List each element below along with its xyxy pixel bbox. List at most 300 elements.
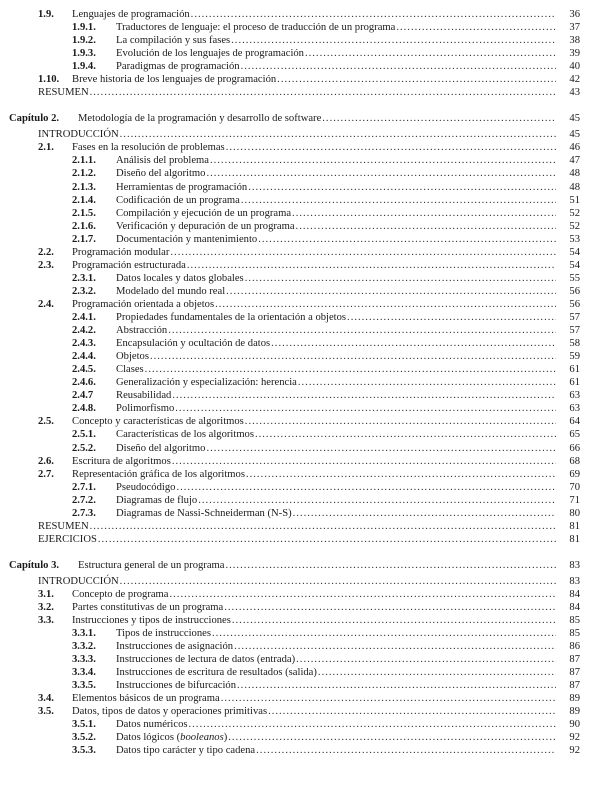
- toc-entry: [116, 718, 580, 731]
- toc-page-number: 90: [569, 719, 580, 730]
- toc-section-number: 2.3.2.: [72, 286, 96, 297]
- toc-entry-title-italic: booleanos: [180, 732, 224, 743]
- toc-leader-dots: [268, 705, 556, 718]
- toc-leader-dots: [98, 533, 556, 546]
- toc-section-number: 3.3.3.: [72, 654, 96, 665]
- toc-entry-title: Polimorfismo: [116, 403, 175, 414]
- toc-leader-dots: [271, 337, 556, 350]
- toc-entry-title: Metodología de la programación y desarrollo de software: [78, 113, 322, 124]
- toc-entry: [116, 324, 580, 337]
- toc-entry: [116, 679, 580, 692]
- toc-row: [0, 181, 600, 194]
- toc-leader-dots: [189, 718, 557, 731]
- toc-row: [0, 520, 600, 533]
- toc-leader-dots: [305, 47, 556, 60]
- toc-leader-dots: [226, 285, 556, 298]
- toc-row: [0, 692, 600, 705]
- toc-entry: [116, 47, 580, 60]
- toc-section-number: 2.1.2.: [72, 168, 96, 179]
- toc-leader-dots: [232, 614, 556, 627]
- toc-row: [0, 8, 600, 21]
- toc-section-number: 3.5.2.: [72, 732, 96, 743]
- toc-section-number: 2.4.2.: [72, 325, 96, 336]
- toc-leader-dots: [255, 428, 556, 441]
- toc-row: [0, 627, 600, 640]
- toc-section-number: 1.9.1.: [72, 22, 96, 33]
- toc-section-number: 3.4.: [38, 693, 54, 704]
- toc-entry-title: Datos lógicos (booleanos): [116, 732, 228, 743]
- toc-section-number: 2.3.: [38, 260, 54, 271]
- toc-row: [0, 588, 600, 601]
- toc-row: [0, 128, 600, 141]
- toc-entry-title: Codificación de un programa: [116, 195, 240, 206]
- toc-leader-dots: [120, 575, 556, 588]
- toc-page-number: 64: [569, 416, 580, 427]
- toc-row: [0, 233, 600, 246]
- toc-entry: [116, 507, 580, 520]
- toc-entry-title: Representación gráfica de los algoritmos: [72, 469, 245, 480]
- toc-page-number: 37: [569, 22, 580, 33]
- toc-entry: [72, 141, 580, 154]
- toc-leader-dots: [293, 507, 556, 520]
- toc-leader-dots: [318, 666, 556, 679]
- toc-page-number: 87: [569, 680, 580, 691]
- toc-entry: [116, 233, 580, 246]
- toc-row: [0, 468, 600, 481]
- toc-entry-title: Evolución de los lenguajes de programación: [116, 48, 304, 59]
- toc-entry: [116, 666, 580, 679]
- toc-leader-dots: [396, 21, 556, 34]
- toc-entry-title: Instrucciones de lectura de datos (entrada): [116, 654, 296, 665]
- toc-row: [0, 389, 600, 402]
- toc-entry-title: Traductores de lenguaje: el proceso de traducción de un programa: [116, 22, 396, 33]
- toc-section-number: 3.2.: [38, 602, 54, 613]
- toc-row: [0, 507, 600, 520]
- toc-row: [0, 402, 600, 415]
- toc-page-number: 65: [569, 429, 580, 440]
- toc-entry: [116, 285, 580, 298]
- toc-entry-title: Datos, tipos de datos y operaciones primitivas: [72, 706, 268, 717]
- toc-page-number: 40: [569, 61, 580, 72]
- toc-leader-dots: [210, 154, 556, 167]
- toc-chapter-number: Capítulo 2.: [9, 113, 60, 124]
- toc-leader-dots: [225, 559, 556, 572]
- toc-entry: [72, 692, 580, 705]
- toc-section-number: 2.3.1.: [72, 273, 96, 284]
- toc-page-number: 84: [569, 602, 580, 613]
- toc-page-number: 52: [569, 221, 580, 232]
- toc-page-number: 57: [569, 312, 580, 323]
- toc-page-number: 89: [569, 693, 580, 704]
- toc-entry: [38, 86, 580, 99]
- toc-entry-title: La compilación y sus fases: [116, 35, 231, 46]
- toc-leader-dots: [172, 389, 556, 402]
- toc-page-number: 81: [569, 521, 580, 532]
- toc-page-number: 84: [569, 589, 580, 600]
- toc-row: [0, 718, 600, 731]
- toc-leader-dots: [175, 402, 556, 415]
- toc-entry: [116, 627, 580, 640]
- toc-entry: [116, 194, 580, 207]
- toc-section-number: 3.3.: [38, 615, 54, 626]
- toc-page-number: 56: [569, 286, 580, 297]
- toc-entry: [116, 181, 580, 194]
- toc-row: [0, 259, 600, 272]
- toc-entry-title: Fases en la resolución de problemas: [72, 142, 225, 153]
- toc-chapter-number: Capítulo 3.: [9, 560, 60, 571]
- toc-section-number: 2.1.3.: [72, 182, 96, 193]
- toc-entry: [116, 350, 580, 363]
- toc-page-number: 52: [569, 208, 580, 219]
- toc-page-number: 63: [569, 403, 580, 414]
- toc-row: [0, 285, 600, 298]
- toc-page-number: 71: [569, 495, 580, 506]
- toc-row: [0, 705, 600, 718]
- toc-entry-title: Datos numéricos: [116, 719, 188, 730]
- toc-leader-dots: [245, 272, 556, 285]
- toc-entry-title: Concepto y características de algoritmos: [72, 416, 244, 427]
- toc-entry-title: Modelado del mundo real: [116, 286, 226, 297]
- toc-page-number: 45: [569, 129, 580, 140]
- toc-entry: [116, 167, 580, 180]
- toc-page-number: 42: [569, 74, 580, 85]
- toc-page-number: 85: [569, 615, 580, 626]
- toc-leader-dots: [277, 73, 556, 86]
- toc-page-number: 83: [569, 576, 580, 587]
- toc-leader-dots: [150, 350, 556, 363]
- toc-section-number: 2.7.3.: [72, 508, 96, 519]
- toc-leader-dots: [237, 679, 556, 692]
- toc-leader-dots: [224, 601, 556, 614]
- toc-page-number: 68: [569, 456, 580, 467]
- toc-leader-dots: [347, 311, 556, 324]
- toc-page-number: 51: [569, 195, 580, 206]
- toc-page-number: 46: [569, 142, 580, 153]
- toc-row: [0, 34, 600, 47]
- toc-entry: [72, 588, 580, 601]
- toc-entry-title: RESUMEN: [38, 521, 89, 532]
- toc-entry: [72, 259, 580, 272]
- toc-section-number: 2.4.6.: [72, 377, 96, 388]
- toc-entry-title: Paradigmas de programación: [116, 61, 240, 72]
- toc-page-number: 56: [569, 299, 580, 310]
- toc-page-number: 54: [569, 260, 580, 271]
- toc-section-number: 3.1.: [38, 589, 54, 600]
- toc-page-number: 92: [569, 745, 580, 756]
- toc-page-number: 57: [569, 325, 580, 336]
- toc-entry-title: Propiedades fundamentales de la orientación a objetos: [116, 312, 347, 323]
- toc-leader-dots: [298, 376, 556, 389]
- toc-entry: [116, 402, 580, 415]
- toc-section-number: 2.1.1.: [72, 155, 96, 166]
- toc-entry-title: Encapsulación y ocultación de datos: [116, 338, 271, 349]
- toc-leader-dots: [296, 653, 556, 666]
- toc-entry-title: Objetos: [116, 351, 149, 362]
- toc-leader-dots: [296, 220, 556, 233]
- toc-leader-dots: [212, 627, 556, 640]
- toc-leader-dots: [90, 520, 556, 533]
- toc-section-number: 2.1.6.: [72, 221, 96, 232]
- toc-entry-title: Abstracción: [116, 325, 168, 336]
- toc-entry: [116, 34, 580, 47]
- toc-entry-title: Instrucciones de asignación: [116, 641, 234, 652]
- toc-entry: [38, 533, 580, 546]
- toc-page-number: 70: [569, 482, 580, 493]
- toc-entry-title: Instrucciones de escritura de resultados (salida): [116, 667, 317, 678]
- toc-section-number: 3.5.1.: [72, 719, 96, 730]
- toc-row: [0, 363, 600, 376]
- toc-entry-title: Escritura de algoritmos: [72, 456, 171, 467]
- toc-entry-title: Concepto de programa: [72, 589, 169, 600]
- toc-row: [0, 73, 600, 86]
- toc-entry: [116, 731, 580, 744]
- toc-entry: [116, 376, 580, 389]
- toc-row: [0, 533, 600, 546]
- toc-entry-title: Elementos básicos de un programa: [72, 693, 220, 704]
- toc-entry: [38, 128, 580, 141]
- toc-entry: [116, 653, 580, 666]
- toc-leader-dots: [191, 8, 556, 21]
- toc-page-number: 45: [569, 113, 580, 124]
- toc-section-number: 3.5.3.: [72, 745, 96, 756]
- toc-section-number: 1.9.2.: [72, 35, 96, 46]
- toc-page-number: 87: [569, 654, 580, 665]
- toc-leader-dots: [198, 494, 556, 507]
- toc-page-number: 81: [569, 534, 580, 545]
- toc-page-number: 43: [569, 87, 580, 98]
- toc-row: [0, 141, 600, 154]
- toc-leader-dots: [322, 112, 556, 125]
- toc-page-number: 69: [569, 469, 580, 480]
- toc-section-number: 2.4.5.: [72, 364, 96, 375]
- toc-entry-title: Programación estructurada: [72, 260, 186, 271]
- toc-entry-title: Estructura general de un programa: [78, 560, 225, 571]
- toc-page-number: 55: [569, 273, 580, 284]
- toc-page-number: 39: [569, 48, 580, 59]
- toc-row: [0, 744, 600, 757]
- toc-section-number: 2.7.1.: [72, 482, 96, 493]
- toc-section-number: 2.4.: [38, 299, 54, 310]
- toc-entry: [38, 520, 580, 533]
- toc-entry: [116, 389, 580, 402]
- toc-entry: [116, 428, 580, 441]
- toc-leader-dots: [258, 233, 556, 246]
- toc-row: [0, 494, 600, 507]
- toc-section-number: 2.1.5.: [72, 208, 96, 219]
- toc-leader-dots: [215, 298, 556, 311]
- toc-row: [0, 311, 600, 324]
- toc-leader-dots: [187, 259, 556, 272]
- toc-page-number: 61: [569, 364, 580, 375]
- toc-section-number: 1.10.: [38, 74, 60, 85]
- toc-section-number: 2.4.7: [72, 390, 94, 401]
- toc-row: [0, 481, 600, 494]
- toc-entry: [72, 73, 580, 86]
- toc-section-number: 2.4.1.: [72, 312, 96, 323]
- toc-section-number: 2.5.: [38, 416, 54, 427]
- toc-row: [0, 640, 600, 653]
- toc-page-number: 53: [569, 234, 580, 245]
- toc-leader-dots: [206, 442, 556, 455]
- toc-page-number: 47: [569, 155, 580, 166]
- toc-entry-title: Generalización y especialización: herencia: [116, 377, 297, 388]
- toc-row: [0, 679, 600, 692]
- toc-entry-title: Instrucciones de bifurcación: [116, 680, 237, 691]
- toc-row: [0, 337, 600, 350]
- toc-section-number: 2.2.: [38, 247, 54, 258]
- toc-entry: [116, 494, 580, 507]
- toc-leader-dots: [245, 415, 556, 428]
- toc-section-number: 1.9.3.: [72, 48, 96, 59]
- toc-leader-dots: [172, 455, 556, 468]
- toc-entry-title: Lenguajes de programación: [72, 9, 190, 20]
- toc-row: [0, 220, 600, 233]
- toc-leader-dots: [170, 588, 557, 601]
- toc-page-number: 58: [569, 338, 580, 349]
- toc-leader-dots: [221, 692, 556, 705]
- toc-entry: [116, 21, 580, 34]
- toc-row: [0, 154, 600, 167]
- toc-page-number: 89: [569, 706, 580, 717]
- toc-entry: [78, 112, 580, 125]
- toc-leader-dots: [170, 246, 556, 259]
- toc-section-number: 2.1.: [38, 142, 54, 153]
- toc-page-number: 86: [569, 641, 580, 652]
- toc-leader-dots: [168, 324, 556, 337]
- toc-row: [0, 601, 600, 614]
- toc-entry: [38, 575, 580, 588]
- toc-row: [0, 575, 600, 588]
- toc-row: [0, 455, 600, 468]
- toc-entry-title: Clases: [116, 364, 144, 375]
- toc-entry-title: Compilación y ejecución de un programa: [116, 208, 292, 219]
- toc-page-number: 59: [569, 351, 580, 362]
- toc-leader-dots: [256, 744, 556, 757]
- toc-entry-title: Programación modular: [72, 247, 170, 258]
- toc-entry: [72, 705, 580, 718]
- toc-entry: [116, 220, 580, 233]
- toc-entry: [116, 60, 580, 73]
- toc-row: [0, 731, 600, 744]
- toc-entry: [72, 415, 580, 428]
- toc-row: [0, 194, 600, 207]
- toc-row: [0, 415, 600, 428]
- toc-section-number: 2.4.8.: [72, 403, 96, 414]
- toc-chapter-row: [0, 112, 600, 125]
- toc-entry: [72, 298, 580, 311]
- toc-row: [0, 167, 600, 180]
- toc-section-number: 3.3.5.: [72, 680, 96, 691]
- toc-entry: [116, 481, 580, 494]
- toc-section-number: 1.9.: [38, 9, 54, 20]
- toc-chapter-row: [0, 559, 600, 572]
- toc-entry-title: Características de los algoritmos: [116, 429, 254, 440]
- toc-row: [0, 350, 600, 363]
- toc-section-number: 2.5.1.: [72, 429, 96, 440]
- toc-section-number: 2.7.: [38, 469, 54, 480]
- toc-section-number: 3.3.2.: [72, 641, 96, 652]
- toc-entry-title: Partes constitutivas de un programa: [72, 602, 224, 613]
- toc-entry: [72, 601, 580, 614]
- toc-leader-dots: [292, 207, 556, 220]
- toc-entry-title: Herramientas de programación: [116, 182, 248, 193]
- toc-leader-dots: [145, 363, 556, 376]
- toc-entry: [116, 272, 580, 285]
- toc-entry: [116, 311, 580, 324]
- toc-page-number: 92: [569, 732, 580, 743]
- toc-leader-dots: [234, 640, 556, 653]
- toc-leader-dots: [228, 731, 556, 744]
- toc-entry-title: Diseño del algoritmo: [116, 168, 206, 179]
- toc-entry-title: RESUMEN: [38, 87, 89, 98]
- toc-page-number: 85: [569, 628, 580, 639]
- toc-leader-dots: [241, 60, 556, 73]
- toc-section-number: 1.9.4.: [72, 61, 96, 72]
- toc-leader-dots: [226, 141, 556, 154]
- toc-entry-title: Datos locales y datos globales: [116, 273, 244, 284]
- toc-entry-title: Breve historia de los lenguajes de programación: [72, 74, 277, 85]
- toc-row: [0, 246, 600, 259]
- toc-section-number: 2.5.2.: [72, 443, 96, 454]
- toc-row: [0, 614, 600, 627]
- toc-section-number: 3.3.1.: [72, 628, 96, 639]
- toc-entry-title: INTRODUCCIÓN: [38, 129, 119, 140]
- toc-leader-dots: [176, 481, 556, 494]
- toc-entry-title: Datos tipo carácter y tipo cadena: [116, 745, 256, 756]
- toc-entry: [116, 207, 580, 220]
- toc-row: [0, 298, 600, 311]
- toc-entry: [72, 614, 580, 627]
- toc-row: [0, 324, 600, 337]
- toc-entry-title: Programación orientada a objetos: [72, 299, 215, 310]
- toc-entry: [78, 559, 580, 572]
- toc-entry: [72, 246, 580, 259]
- toc-page-number: 87: [569, 667, 580, 678]
- toc-section-number: 3.5.: [38, 706, 54, 717]
- toc-section-number: 2.1.4.: [72, 195, 96, 206]
- toc-leader-dots: [231, 34, 556, 47]
- toc-row: [0, 376, 600, 389]
- toc-entry: [72, 468, 580, 481]
- toc-row: [0, 272, 600, 285]
- toc-leader-dots: [241, 194, 556, 207]
- toc-row: [0, 442, 600, 455]
- toc-entry: [116, 337, 580, 350]
- toc-section-number: 2.7.2.: [72, 495, 96, 506]
- toc-row: [0, 666, 600, 679]
- toc-entry: [116, 640, 580, 653]
- toc-entry: [116, 363, 580, 376]
- toc-section-number: 2.4.3.: [72, 338, 96, 349]
- toc-page-number: 48: [569, 168, 580, 179]
- toc-page-number: 66: [569, 443, 580, 454]
- toc-entry-title: Verificación y depuración de un programa: [116, 221, 295, 232]
- toc-entry-title: Diagramas de Nassi-Schneiderman (N-S): [116, 508, 292, 519]
- toc-page-number: 80: [569, 508, 580, 519]
- toc-page-number: 63: [569, 390, 580, 401]
- toc-row: [0, 47, 600, 60]
- toc-page-number: 54: [569, 247, 580, 258]
- toc-entry-title: INTRODUCCIÓN: [38, 576, 119, 587]
- toc-entry-title: Tipos de instrucciones: [116, 628, 211, 639]
- toc-entry: [116, 744, 580, 757]
- toc-row: [0, 60, 600, 73]
- toc-entry: [72, 455, 580, 468]
- toc-entry-title: EJERCICIOS: [38, 534, 97, 545]
- toc-entry-title: Pseudocódigo: [116, 482, 176, 493]
- toc-entry-title: Reusabilidad: [116, 390, 172, 401]
- toc-entry: [116, 154, 580, 167]
